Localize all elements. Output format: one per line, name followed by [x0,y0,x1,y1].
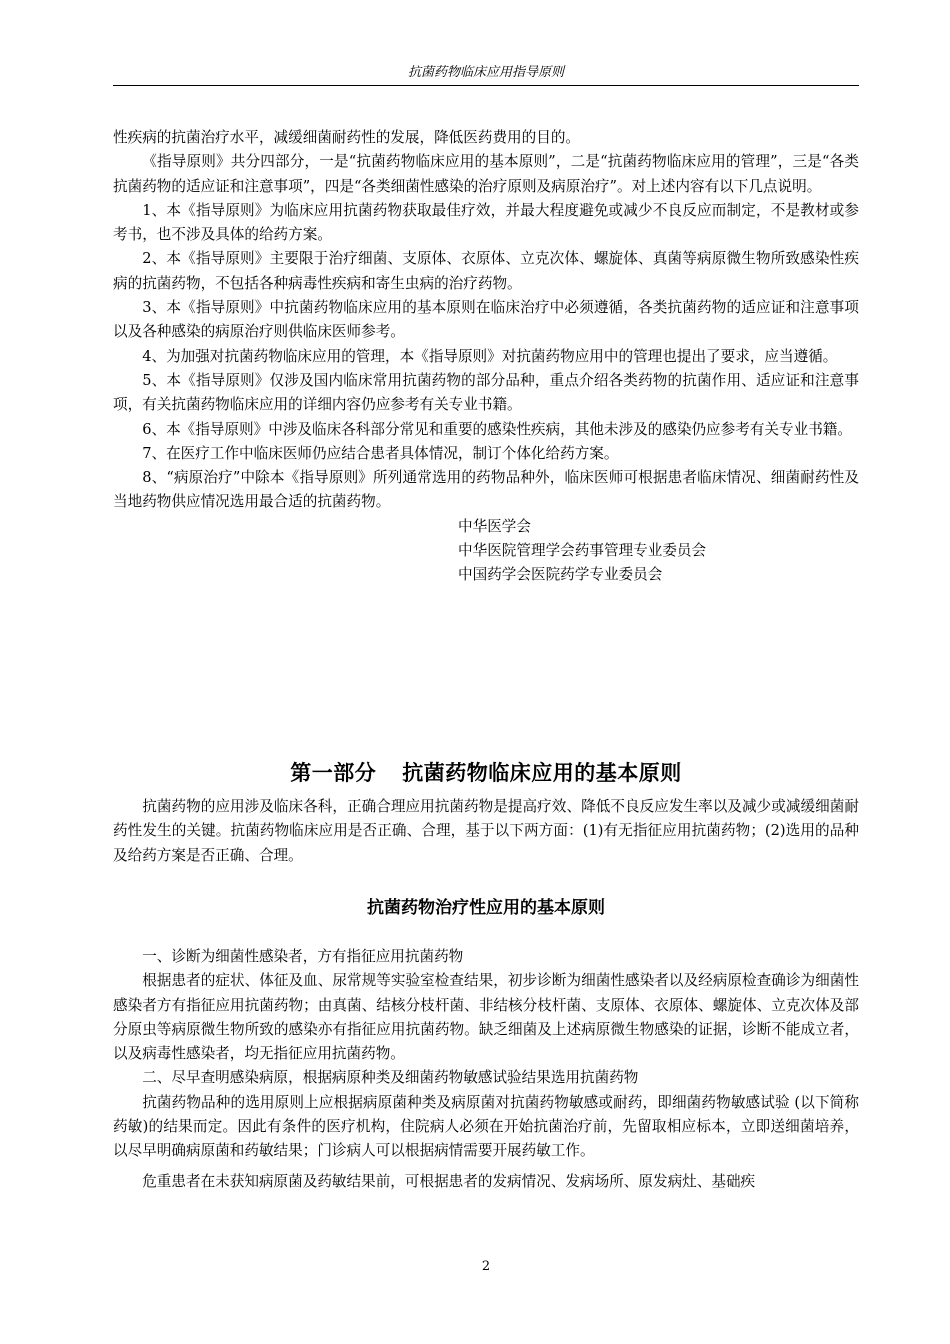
part-title: 抗菌药物临床应用的基本原则 [402,761,682,785]
principle-1-text: 根据患者的症状、体征及血、尿常规等实验室检查结果，初步诊断为细菌性感染者以及经病原检查确诊为细菌性感染者方有指征应用抗菌药物；由真菌、结核分枝杆菌、非结核分枝杆菌、支原体、衣原体、螺旋体、立克次体及部分原虫等病原微生物所致的感染亦有指征应用抗菌药物。缺乏细菌及上述病原微生物感染的证据，诊断不能成立者，以及病毒性感染者，均无指征应用抗菌药物。 [113,972,859,1063]
note-item-7: 7、在医疗工作中临床医师仍应结合患者具体情况，制订个体化给药方案。 [142,444,619,462]
part-intro [113,795,859,868]
section-body [113,945,859,1194]
intro-paragraph: 《指导原则》共分四部分，一是“抗菌药物临床应用的基本原则”，二是“抗菌药物临床应用的管理”，三是“各类抗菌药物的适应证和注意事项”，四是“各类细菌性感染的治疗原则及病原治疗”。对上述内容有以下几点说明。 [113,153,859,195]
note-item-8: 8、“病原治疗”中除本《指导原则》所列通常选用的药物品种外，临床医师可根据患者临床情况、细菌耐药性及当地药物供应情况选用最合适的抗菌药物。 [113,469,859,511]
note-item-5: 5、本《指导原则》仅涉及国内临床常用抗菌药物的部分品种，重点介绍各类药物的抗菌作用、适应证和注意事项，有关抗菌药物临床应用的详细内容仍应参考有关专业书籍。 [113,371,859,414]
part-label: 第一部分 [290,761,377,785]
note-item-1: 1、本《指导原则》为临床应用抗菌药物获取最佳疗效，并最大程度避免或减少不良反应而制定，不是教材或参考书，也不涉及具体的给药方案。 [113,201,859,244]
running-header: 抗菌药物临床应用指导原则 [407,65,564,80]
note-item-6: 6、本《指导原则》中涉及临床各科部分常见和重要的感染性疾病，其他未涉及的感染仍应参考有关专业书籍。 [142,420,852,438]
principle-2-text: 抗菌药物品种的选用原则上应根据病原菌种类及病原菌对抗菌药物敏感或耐药，即细菌药物敏感试验 (以下简称药敏)的结果而定。因此有条件的医疗机构，住院病人必须在开始抗菌治疗前，先留取相应标本，立即送细菌培养，以尽早明确病原菌和药敏结果；门诊病人可以根据病情需要开展药敏工作。 [113,1093,859,1160]
part-heading [113,756,859,790]
principle-2-text-cont: 危重患者在未获知病原菌及药敏结果前，可根据患者的发病情况、发病场所、原发病灶、基础疾 [142,1172,756,1190]
note-item-4: 4、为加强对抗菌药物临床应用的管理，本《指导原则》对抗菌药物应用中的管理也提出了要求，应当遵循。 [142,347,838,365]
intro-section [113,126,859,588]
intro-paragraph-continued: 性疾病的抗菌治疗水平，减缓细菌耐药性的发展，降低医药费用的目的。 [113,129,581,146]
principle-1-heading: 一、诊断为细菌性感染者，方有指征应用抗菌药物 [142,948,464,965]
note-item-2: 2、本《指导原则》主要限于治疗细菌、支原体、衣原体、立克次体、螺旋体、真菌等病原微生物所致感染性疾病的抗菌药物，不包括各种病毒性疾病和寄生虫病的治疗药物。 [113,250,859,292]
header-rule [113,85,859,86]
signature-org-3: 中国药学会医院药学专业委员会 [458,566,663,584]
note-item-3: 3、本《指导原则》中抗菌药物临床应用的基本原则在临床治疗中必须遵循，各类抗菌药物的适应证和注意事项以及各种感染的病原治疗则供临床医师参考。 [113,299,859,341]
section-heading: 抗菌药物治疗性应用的基本原则 [367,898,605,918]
part-intro-paragraph: 抗菌药物的应用涉及临床各科，正确合理应用抗菌药物是提高疗效、降低不良反应发生率以及减少或减缓细菌耐药性发生的关键。抗菌药物临床应用是否正确、合理，基于以下两方面：(1)有无指征应用抗菌药物；(2)选用的品种及给药方案是否正确、合理。 [113,798,859,864]
page-number: 2 [481,1259,491,1274]
signature-org-1: 中华医学会 [458,517,531,535]
signature-org-2: 中华医院管理学会药事管理专业委员会 [458,542,707,560]
principle-2-heading: 二、尽早查明感染病原，根据病原种类及细菌药物敏感试验结果选用抗菌药物 [142,1069,639,1087]
